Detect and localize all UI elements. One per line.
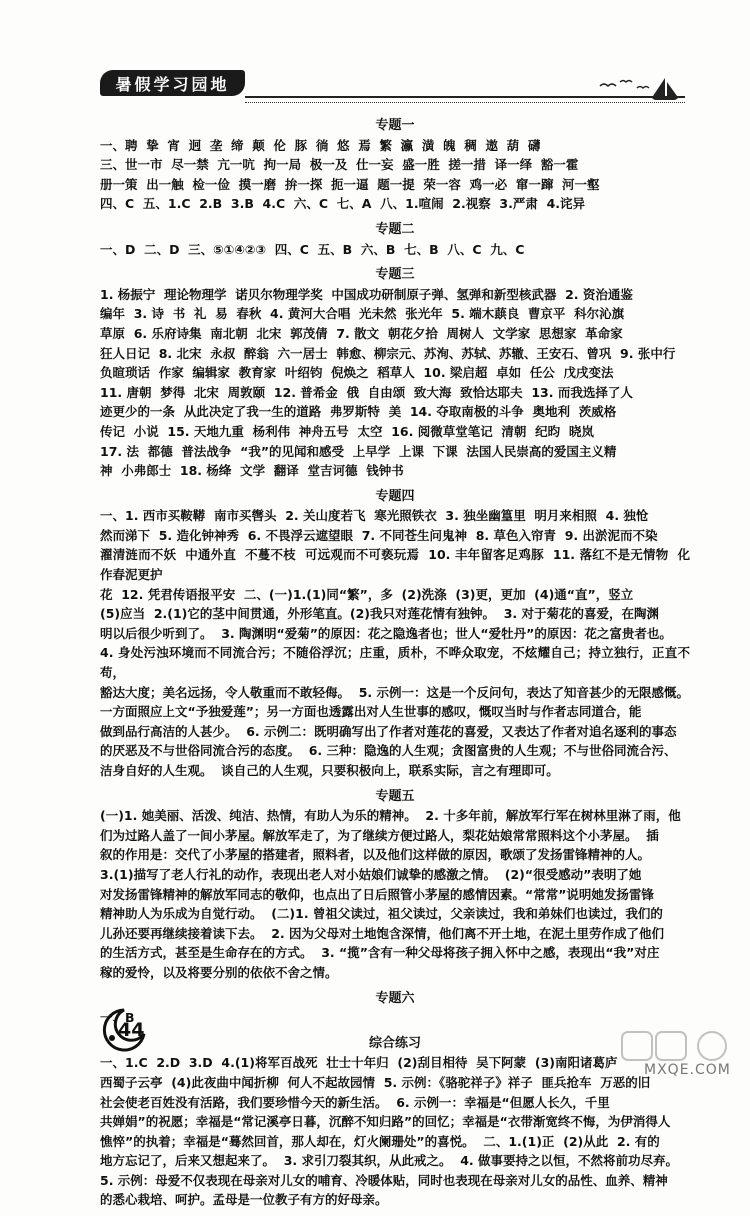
answer-line: 明以后很少听到了。 3. 陶渊明“爱菊”的原因：花之隐逸者也；世人“爱牡丹”的原因：花之富贵者也。 xyxy=(100,625,672,641)
answer-line: 负暄琐话 作家 编辑家 教育家 叶绍钧 倪焕之 稻草人 10. 梁启超 卓如 任公 戊戌变法 xyxy=(100,365,614,381)
answer-line: 一、聘 挚 宵 迥 垄 缔 颠 伦 豚 徜 悠 焉 繁 瀛 潢 魄 稠 遨 葫 礴 xyxy=(100,137,541,153)
answer-line: (一)1. 她美丽、活泼、纯洁、热情，有助人为乐的精神。 2. 十多年前，解放军行军在树林里淋了雨，他 xyxy=(100,808,681,824)
answer-line: 做到品行高洁的人甚少。 6. 示例二：既明确写出了作者对莲花的喜爱，又表达了作者对追名逐利的事态 xyxy=(100,723,677,739)
section-title: 专题三 xyxy=(375,267,415,283)
answer-line: 11. 唐朝 梦得 北宋 周敦颐 12. 普希金 俄 自由颂 致大海 致恰达耶夫 13. 而我选择了人 xyxy=(100,384,633,400)
answer-line: 四、C 五、1.C 2.B 3.B 4.C 六、C 七、A 八、1.喧闹 2.视察 3.严肃 4.诧异 xyxy=(100,196,586,212)
answer-line: 狂人日记 8. 北宋 永叔 醉翁 六一居士 韩愈、柳宗元、苏洵、苏轼、苏辙、王安石、曾巩 9. 张中行 xyxy=(100,345,676,361)
answer-line: 花 12. 凭君传语报平安 二、(一)1.(1)同“繁”，多 (2)洗涤 (3)更，更加 (4)通“直”，竖立 xyxy=(100,586,634,602)
header-banner xyxy=(100,70,245,96)
section-title: 专题四 xyxy=(375,488,415,504)
answer-line: 草原 6. 乐府诗集 南北朝 北宋 郭茂倩 7. 散文 朝花夕拾 周树人 文学家 思想家 革命家 xyxy=(100,325,623,341)
answer-line: 5. 示例：母爱不仅表现在母亲对儿女的哺育、冷暖体贴，同时也表现在母亲对儿女的品性、血养、精神 xyxy=(100,1172,668,1188)
answer-line: 三、世一市 尽一禁 亢一吭 拘一局 极一及 仕一妄 盛一胜 搓一措 译一绎 豁一霍 xyxy=(100,157,579,173)
answer-line: 4. 身处污浊环境而不同流合污；不随俗浮沉；庄重，质朴，不哗众取宠，不炫耀自己；持立独行，正直不苟， xyxy=(100,645,690,681)
section-title: 专题一 xyxy=(375,118,415,133)
answer-line: 17. 法 都德 普法战争 “我”的见闻和感受 上早学 上课 下课 法国人民崇高的爱国主义精 xyxy=(100,443,617,459)
answer-line: 的厌恶及不与世俗同流合污的态度。 6. 三种：隐逸的人生观；贪图富贵的人生观；不与世俗同流合污、 xyxy=(100,743,677,759)
answer-line: 一方面照应上文“予独爱莲”；另一方面也透露出对人生世事的感叹，慨叹当时与作者志同道合，能 xyxy=(100,704,642,720)
answer-line: 一、1. 西市买鞍鞯 南市买辔头 2. 关山度若飞 寒光照铁衣 3. 独坐幽篁里 明月来相照 4. 独怆 xyxy=(100,508,649,524)
answer-line: 共婵娟”的祝愿；幸福是“常记溪亭日暮，沉醉不知归路”的回忆；幸福是“衣带渐宽终不悔，为伊消得人 xyxy=(100,1114,671,1130)
answer-line: (5)应当 2.(1)它的茎中间贯通，外形笔直。(2)我只对莲花情有独钟。 3. 对于菊花的喜爱，在陶渊 xyxy=(100,606,660,622)
answer-line: 对发扬雷锋精神的解放军同志的敬仰，也点出了日后照管小茅屋的感情因素。“常常”说明她发扬雷锋 xyxy=(100,886,654,902)
answer-line: 叙的作用是：交代了小茅屋的搭建者，照料者，以及他们这样做的原因，歌颂了发扬雷锋精神的人。 xyxy=(100,847,651,863)
answer-line: 儿孙还要再继续接着读下去。 2. 因为父母对土地饱含深情，他们离不开土地，在泥土里劳作成了他们 xyxy=(100,925,665,941)
section-title: 综合练习 xyxy=(368,1035,421,1051)
section-title: 专题五 xyxy=(375,788,415,804)
section-title: 专题六 xyxy=(375,990,415,1006)
answer-line: 濯清涟而不妖 中通外直 不蔓不枝 可远观而不可亵玩焉 10. 丰年留客足鸡豚 11. 落红不是无情物 化作春泥更护 xyxy=(100,547,690,583)
answer-line: 编年 3. 诗 书 礼 易 春秋 4. 黄河大合唱 光未然 张光年 5. 端木蕻良 曹京平 科尔沁旗 xyxy=(100,306,625,322)
answer-line: 憔悴”的执着；幸福是“蓦然回首，那人却在，灯火阑珊处”的喜悦。 二、1.(1)正 (2)从此 2. 有的 xyxy=(100,1133,660,1149)
section-title: 专题二 xyxy=(375,221,415,237)
answer-line: 西蜀子云亭 (4)此夜曲中闻折柳 何人不起故园情 5. 示例：《骆驼祥子》祥子 匪兵抢车 万恶的旧 xyxy=(100,1074,651,1090)
header-title: 暑假学习园地 xyxy=(115,74,230,94)
page-number: 44 xyxy=(118,1019,145,1041)
answer-line: 册一策 出一触 检一俭 摸一磨 拚一探 扼一逼 题一提 荣一容 鸡一必 窜一蹿 河一壑 xyxy=(100,176,600,192)
answer-line: 地方忘记了，后来又想起来了。 3. 求引刀裂其织，从此戒之。 4. 做事要持之以恒，不然将前功尽弃。 xyxy=(100,1153,679,1169)
answer-line: 社会使老百姓没有活路，我们要珍惜今天的新生活。 6. 示例一：幸福是“但愿人长久，千里 xyxy=(100,1094,610,1110)
answer-line: 迹更少的一条 从此决定了我一生的道路 弗罗斯特 美 14. 夺取南极的斗争 奥地利 茨威格 xyxy=(100,404,617,420)
answer-line: 们为过路人盖了一间小茅屋。解放军走了，为了继续方便过路人，梨花姑娘常常照料这个小茅屋。 插 xyxy=(100,827,659,843)
answer-line: 传记 小说 15. 天地九重 杨利伟 神舟五号 太空 16. 阅微草堂笔记 清朝 纪昀 晓岚 xyxy=(100,423,594,439)
answer-content xyxy=(100,116,690,1216)
answer-line: 1. 杨振宁 理论物理学 诺贝尔物理学奖 中国成功研制原子弹、氢弹和新型核武器 2. 资治通鉴 xyxy=(100,286,633,302)
birds-sailboat-icon xyxy=(595,76,685,100)
answer-line: 稼的爱怜，以及将要分别的依依不舍之情。 xyxy=(100,964,338,980)
answer-line: 豁达大度；美名远扬，令人敬重而不敢轻侮。 5. 示例一：这是一个反问句，表达了知音甚少的无限感慨。 xyxy=(100,684,690,700)
answer-line: 然而涕下 5. 造化钟神秀 6. 不畏浮云遮望眼 7. 不同苍生问鬼神 8. 草色入帘青 9. 出淤泥而不染 xyxy=(100,527,658,543)
answer-line: 洁身自好的人生观。 谈自己的人生观，只要积极向上，联系实际，言之有理即可。 xyxy=(100,763,559,778)
answer-line: 的生活方式，甚至是生命存在的方式。 3. “揽”含有一种父母将孩子拥入怀中之感，表现出“我”对庄 xyxy=(100,945,660,961)
answer-line: 3.(1)描写了老人行礼的动作，表现出老人对小姑娘们诚挚的感激之情。 (2)“很受感动”表明了她 xyxy=(100,866,642,882)
watermark-text: MXQE.COM xyxy=(644,1062,731,1078)
section-gap xyxy=(100,1210,690,1216)
answer-line: 一、1.C 2.D 3.D 4.(1)将军百战死 壮士十年归 (2)刮目相待 吴下阿蒙 (3)南阳诸葛庐 xyxy=(100,1055,618,1071)
answer-line: 精神助人为乐成为自觉行动。 (二)1. 曾祖父读过，祖父读过，父亲读过，我和弟妹们也读过，我们的 xyxy=(100,906,663,922)
answer-line: 一、D 二、D 三、⑤①④②③ 四、C 五、B 六、B 七、B 八、C 九、C xyxy=(100,241,525,257)
answer-line: 一、B xyxy=(100,1010,135,1026)
answer-line: 的悉心栽培、呵护。孟母是一位教子有方的好母亲。 xyxy=(100,1192,388,1208)
answer-line: 神 小弗郎士 18. 杨绛 文学 翻译 堂吉诃德 钱钟书 xyxy=(100,463,404,479)
